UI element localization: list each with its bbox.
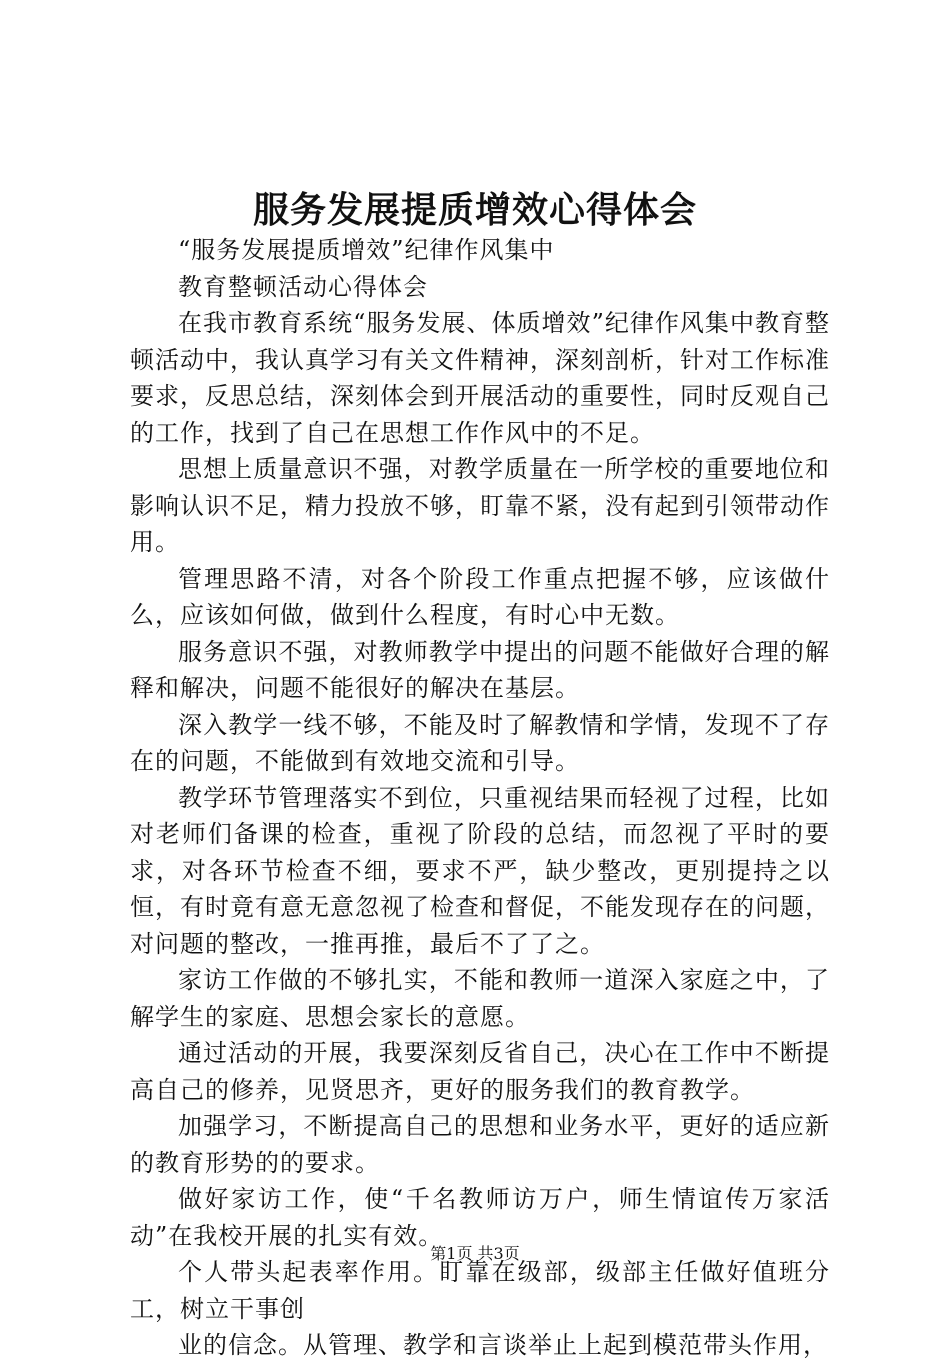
paragraph-frontline-teaching: 深入教学一线不够，不能及时了解教情和学情，发现不了存在的问题，不能做到有效地交流和引导。	[130, 710, 830, 775]
paragraph-home-visits: 家访工作做的不够扎实，不能和教师一道深入家庭之中，了解学生的家庭、思想会家长的意愿。	[130, 966, 830, 1031]
document-body	[130, 232, 830, 1364]
paragraph-belief: 业的信念。从管理、教学和言谈举止上起到模范带头作用，	[178, 1331, 828, 1359]
page-footer: 第1页 共3页	[430, 1244, 520, 1263]
paragraph-service-awareness: 服务意识不强，对教师教学中提出的问题不能做好合理的解释和解决，问题不能很好的解决在基层。	[130, 637, 830, 702]
paragraph-intro: 在我市教育系统“服务发展、体质增效”纪律作风集中教育整顿活动中，我认真学习有关文件精神，深刻剖析，针对工作标准要求，反思总结，深刻体会到开展活动的重要性，同时反观自己的工作，找到了自己在思想工作作风中的不足。	[130, 309, 830, 447]
paragraph-strengthen-learning: 加强学习，不断提高自己的思想和业务水平，更好的适应新的教育形势的的要求。	[130, 1112, 830, 1177]
paragraph-subtitle-line-1: “服务发展提质增效”纪律作风集中	[178, 236, 555, 264]
paragraph-teaching-management: 教学环节管理落实不到位，只重视结果而轻视了过程，比如对老师们备课的检查，重视了阶段的总结，而忽视了平时的要求，对各环节检查不细，要求不严，缺少整改，更别提持之以恒，有时竟有意无意忽视了检查和督促，不能发现存在的问题，对问题的整改，一推再推，最后不了了之。	[130, 783, 830, 958]
paragraph-home-visit-work: 做好家访工作，使“千名教师访万户，师生情谊传万家活动”在我校开展的扎实有效。	[130, 1185, 830, 1250]
document-title: 服务发展提质增效心得体会	[252, 189, 697, 231]
paragraph-lead-by-example: 个人带头起表率作用。盯靠在级部，级部主任做好值班分工，树立干事创	[130, 1258, 830, 1323]
paragraph-quality-awareness: 思想上质量意识不强，对教学质量在一所学校的重要地位和影响认识不足，精力投放不够，盯靠不紧，没有起到引领带动作用。	[130, 455, 830, 556]
paragraph-management-thinking: 管理思路不清，对各个阶段工作重点把握不够，应该做什么，应该如何做，做到什么程度，有时心中无数。	[130, 564, 830, 629]
paragraph-self-reflection: 通过活动的开展，我要深刻反省自己，决心在工作中不断提高自己的修养，见贤思齐，更好的服务我们的教育教学。	[130, 1039, 830, 1104]
paragraph-subtitle-line-2: 教育整顿活动心得体会	[178, 272, 428, 301]
